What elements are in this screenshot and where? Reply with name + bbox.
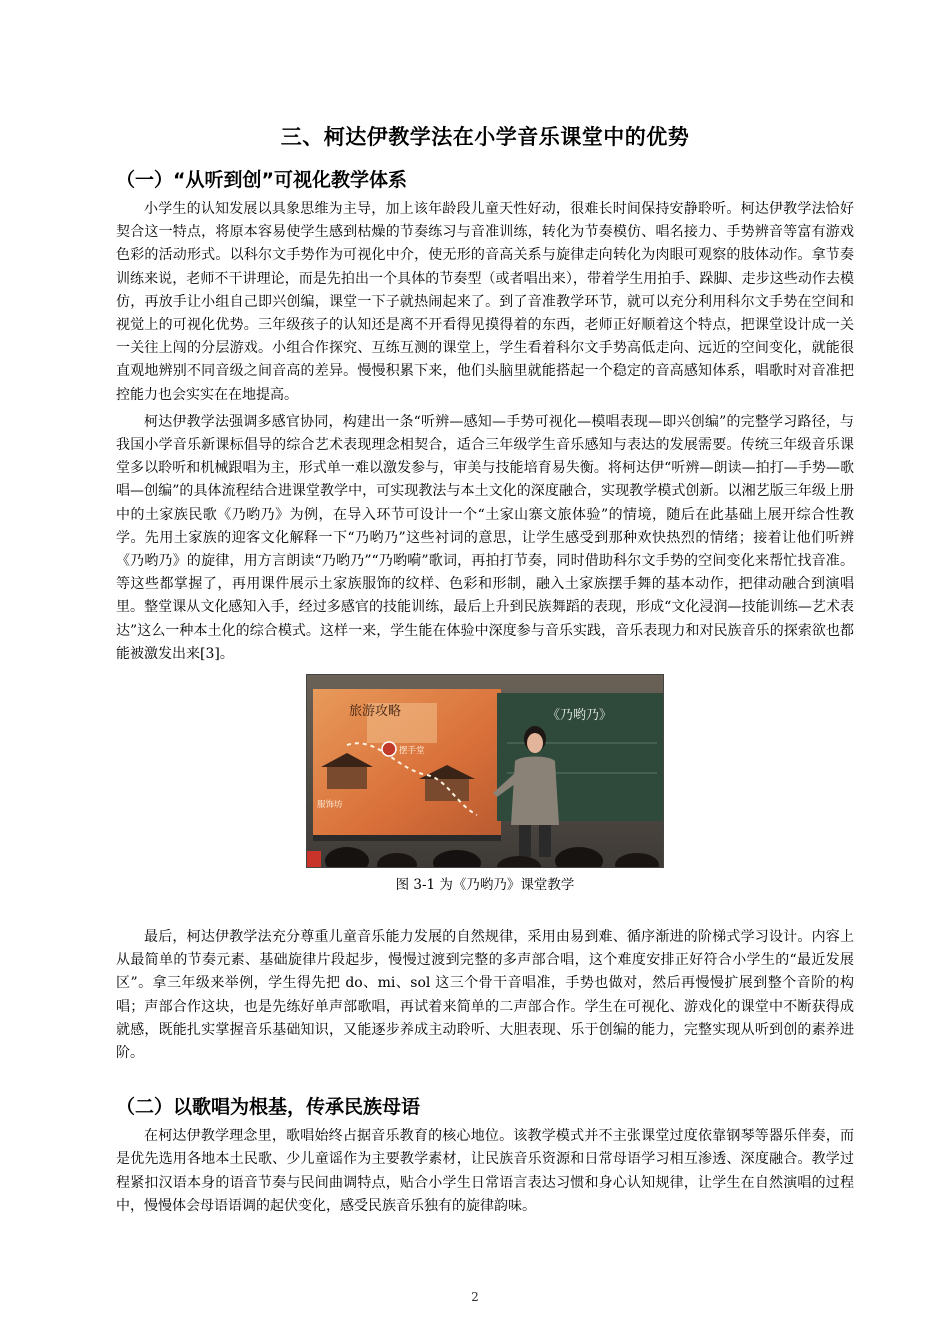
classroom-photo: [306, 674, 664, 868]
blackboard-song-title: 《乃哟乃》: [547, 708, 613, 724]
paragraph-3: 最后，柯达伊教学法充分尊重儿童音乐能力发展的自然规律，采用由易到难、循序渐进的阶梯式学习设计。内容上从最简单的节奏元素、基础旋律片段起步，慢慢过渡到完整的多声部合唱，这个难度安排正好符合小学生的“最近发展区”。拿三年级来举例，学生得先把 do、mi、sol 这三个骨干音唱准，手势也做对，然后再慢慢扩展到整个音阶的构唱；声部合作这块，也是先练好单声部歌唱，再试着来简单的二声部合作。学生在可视化、游戏化的课堂中不断获得成就感，既能扎实掌握音乐基础知识，又能逐步养成主动聆听、大胆表现、乐于创编的能力，完整实现从听到创的素养进阶。: [116, 929, 854, 1062]
section-title: 三、柯达伊教学法在小学音乐课堂中的优势: [280, 125, 690, 149]
slide-label-dance-hall: 摆手堂: [399, 746, 425, 757]
figure-caption: 图 3-1 为《乃哟乃》课堂教学: [395, 877, 575, 894]
page-content: [116, 120, 854, 1218]
slide-title: 旅游攻略: [349, 704, 402, 720]
paragraph-4: 在柯达伊教学理念里，歌唱始终占据音乐教育的核心地位。该教学模式并不主张课堂过度依靠钢琴等器乐伴奏，而是优先选用各地本土民歌、少儿童谣作为主要教学素材，让民族音乐资源和日常母语学习相互渗透、深度融合。教学过程紧扣汉语本身的语音节奏与民间曲调特点，贴合小学生日常语言表达习惯和身心认知规律，让学生在自然演唱的过程中，慢慢体会母语语调的起伏变化，感受民族音乐独有的旋律韵味。: [116, 1128, 854, 1214]
paragraph-1: 小学生的认知发展以具象思维为主导，加上该年龄段儿童天性好动，很难长时间保持安静聆听。柯达伊教学法恰好契合这一特点，将原本容易使学生感到枯燥的节奏练习与音准训练，转化为节奏模仿、唱名接力、手势辨音等富有游戏色彩的活动形式。以科尔文手势作为可视化中介，使无形的音高关系与旋律走向转化为肉眼可观察的肢体动作。拿节奏训练来说，老师不干讲理论，而是先拍出一个具体的节奏型（或者唱出来），带着学生用拍手、跺脚、走步这些动作去模仿，再放手让小组自己即兴创编，课堂一下子就热闹起来了。到了音准教学环节，就可以充分利用科尔文手势在空间和视觉上的可视化优势。三年级孩子的认知还是离不开看得见摸得着的东西，老师正好顺着这个特点，把课堂设计成一关一关往上闯的分层游戏。小组合作探究、互练互测的课堂上，学生看着科尔文手势高低走向、远近的空间变化，就能很直观地辨别不同音级之间音高的差异。慢慢积累下来，他们头脑里就能搭起一个稳定的音高感知体系，唱歌时对音准把控能力也会实实在在地提高。: [116, 201, 854, 403]
subsection-1-title: （一）“从听到创”可视化教学体系: [116, 169, 407, 191]
page-number: 2: [471, 1290, 479, 1304]
slide-label-costume-shop: 服饰坊: [317, 800, 343, 811]
paragraph-2: 柯达伊教学法强调多感官协同，构建出一条“听辨—感知—手势可视化—模唱表现—即兴创编”的完整学习路径，与我国小学音乐新课标倡导的综合艺术表现理念相契合，适合三年级学生音乐感知与表达的发展需要。传统三年级音乐课堂多以聆听和机械跟唱为主，形式单一难以激发参与，审美与技能培育易失衡。将柯达伊“听辨—朗读—拍打—手势—歌唱—创编”的具体流程结合进课堂教学中，可实现教法与本土文化的深度融合，实现教学模式创新。以湘艺版三年级上册中的土家族民歌《乃哟乃》为例，在导入环节可设计一个“土家山寨文旅体验”的情境，随后在此基础上展开综合性教学。先用土家族的迎客文化解释一下“乃哟乃”这些衬词的意思，让学生感受到那种欢快热烈的情绪；接着让他们听辨《乃哟乃》的旋律，用方言朗读“乃哟乃”“乃哟嗬”歌词，再拍打节奏，同时借助科尔文手势的空间变化来帮忙找音准。等这些都掌握了，再用课件展示土家族服饰的纹样、色彩和形制，融入土家族摆手舞的基本动作，把律动融合到演唱里。整堂课从文化感知入手，经过多感官的技能训练，最后上升到民族舞蹈的表现，形成“文化浸润—技能训练—艺术表达”这么一种本土化的综合模式。这样一来，学生能在体验中深度参与音乐实践，音乐表现力和对民族音乐的探索欲也都能被激发出来[3]。: [116, 413, 854, 662]
subsection-2-title: （二）以歌唱为根基，传承民族母语: [116, 1096, 421, 1119]
